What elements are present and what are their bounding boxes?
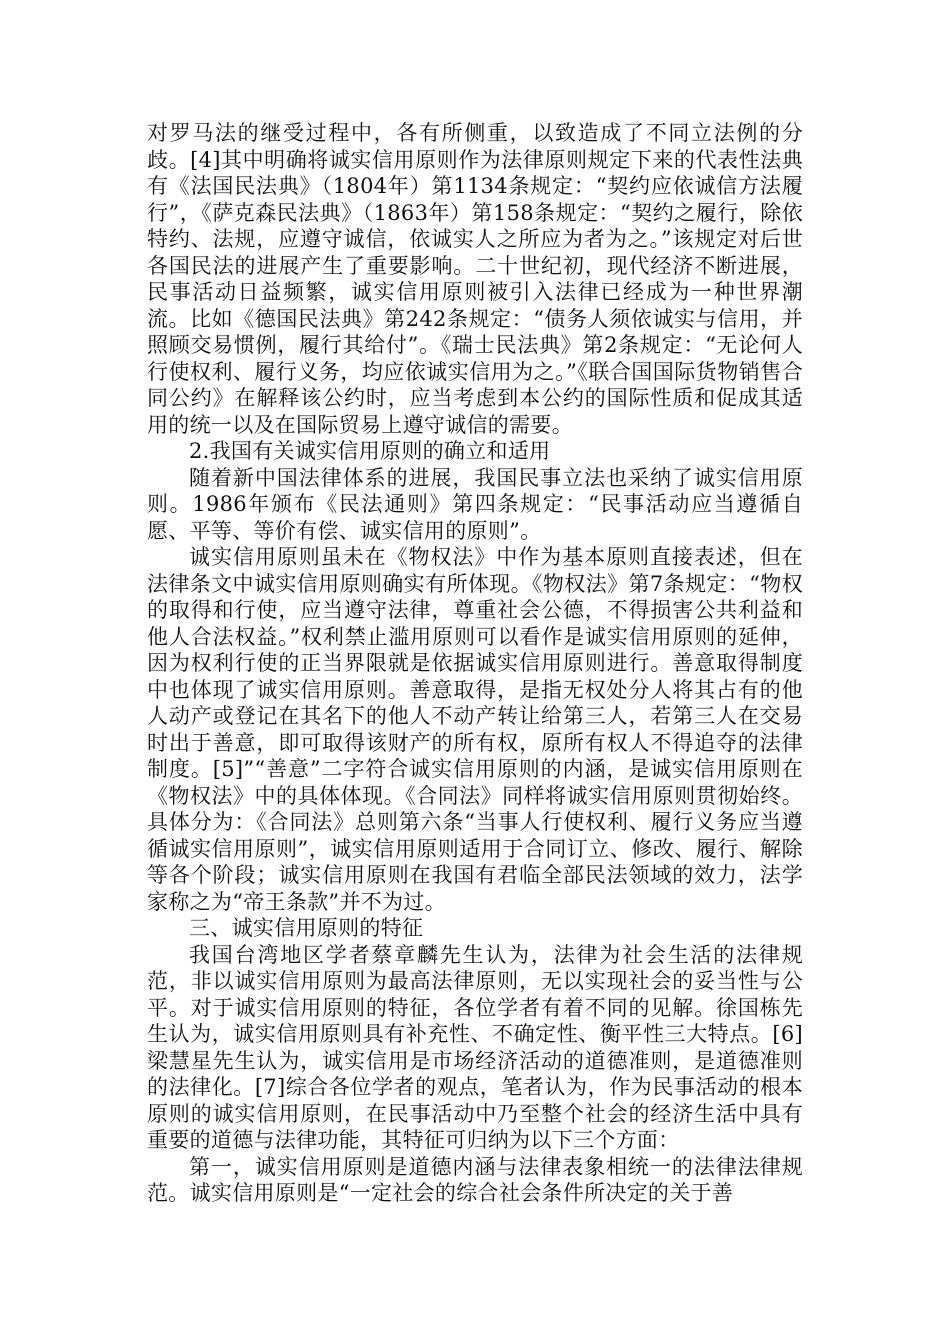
section-heading-china-adoption: 2.我国有关诚实信用原则的确立和适用	[189, 439, 551, 463]
section-heading-features: 三、诚实信用原则的特征	[189, 916, 424, 940]
paragraph-general-principles: 随着新中国法律体系的进展，我国民事立法也采纳了诚实信用原则。1986年颁布《民法通则》第四条规定：“民事活动应当遵循自愿、平等、等价有偿、诚实信用的原则”。	[147, 465, 803, 543]
paragraph-scholar-views: 我国台湾地区学者蔡章麟先生认为，法律为社会生活的法律规范，非以诚实信用原则为最高法律原则，无以实现社会的妥当性与公平。对于诚实信用原则的特征，各位学者有着不同的见解。徐国栋先生认为，诚实信用原则具有补充性、不确定性、衡平性三大特点。[6]梁慧星先生认为，诚实信用是市场经济活动的道德准则，是道德准则的法律化。[7]综合各位学者的观点，笔者认为，作为民事活动的根本原则的诚实信用原则，在民事活动中乃至整个社会的经济生活中具有重要的道德与法律功能，其特征可归纳为以下三个方面：	[147, 942, 803, 1152]
paragraph-property-contract-law: 诚实信用原则虽未在《物权法》中作为基本原则直接表述，但在法律条文中诚实信用原则确实有所体现。《物权法》第7条规定：“物权的取得和行使，应当遵守法律，尊重社会公德，不得损害公共利益和他人合法权益。”权利禁止滥用原则可以看作是诚实信用原则的延伸，因为权利行使的正当界限就是依据诚实信用原则进行。善意取得制度中也体现了诚实信用原则。善意取得，是指无权处分人将其占有的他人动产或登记在其名下的他人不动产转让给第三人，若第三人在交易时出于善意，即可取得该财产的所有权，原所有权人不得追夺的法律制度。[5]”“善意”二字符合诚实信用原则的内涵，是诚实信用原则在《物权法》中的具体体现。《合同法》同样将诚实信用原则贯彻始终。具体分为：《合同法》总则第六条“当事人行使权利、履行义务应当遵循诚实信用原则”，诚实信用原则适用于合同订立、修改、履行、解除等各个阶段；诚实信用原则在我国有君临全部民法领域的效力，法学家称之为“帝王条款”并不为过。	[147, 545, 803, 914]
paragraph-first-feature: 第一，诚实信用原则是道德内涵与法律表象相统一的法律法律规范。诚实信用原则是“一定社会的综合社会条件所决定的关于善	[147, 1154, 803, 1205]
paragraph-roman-law-codes: 对罗马法的继受过程中，各有所侧重，以致造成了不同立法例的分歧。[4]其中明确将诚实信用原则作为法律原则规定下来的代表性法典有《法国民法典》（1804年）第1134条规定：“契约应依诚信方法履行”，《萨克森民法典》（1863年）第158条规定：“契约之履行，除依特约、法规，应遵守诚信，依诚实人之所应为者为之。”该规定对后世各国民法的进展产生了重要影响。二十世纪初，现代经济不断进展，民事活动日益频繁，诚实信用原则被引入法律已经成为一种世界潮流。比如《德国民法典》第242条规定：“债务人须依诚实与信用，并照顾交易惯例，履行其给付”。《瑞士民法典》第2条规定：“无论何人行使权利、履行义务，均应依诚实信用为之。”《联合国国际货物销售合同公约》在解释该公约时，应当考虑到本公约的国际性质和促成其适用的统一以及在国际贸易上遵守诚信的需要。	[147, 121, 803, 437]
document-body	[147, 120, 803, 1207]
